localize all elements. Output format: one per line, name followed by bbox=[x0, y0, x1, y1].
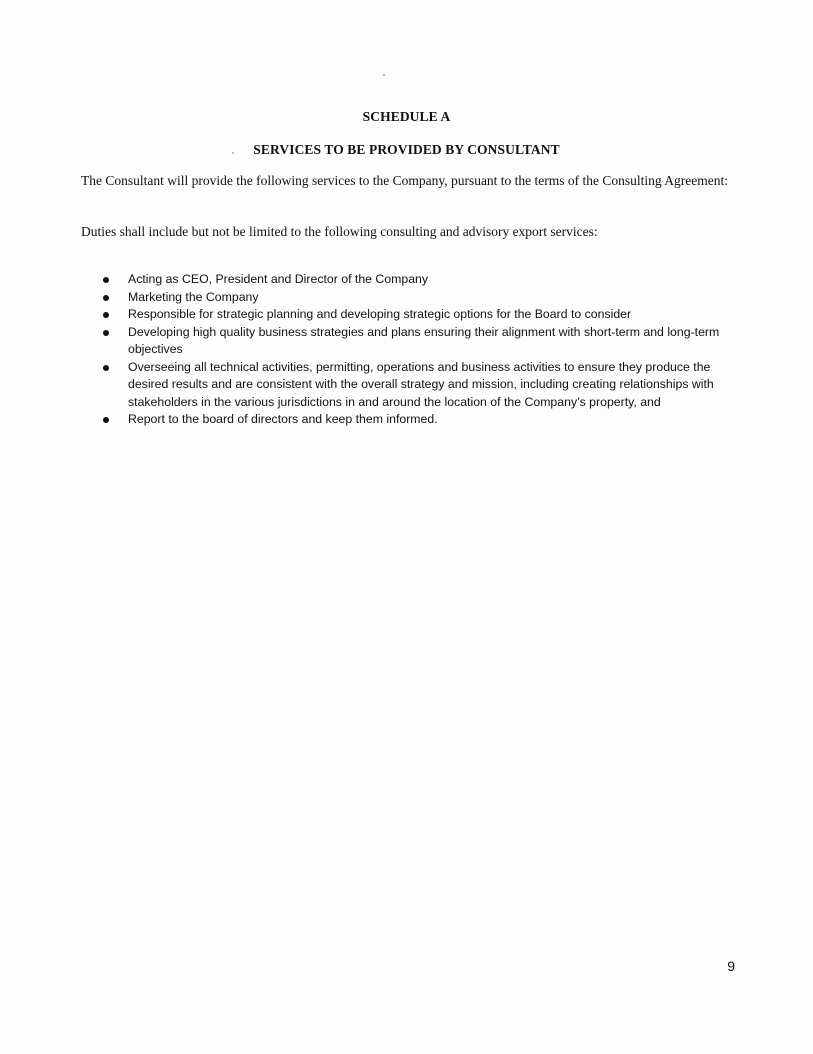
schedule-subtitle: SERVICES TO BE PROVIDED BY CONSULTANT bbox=[253, 142, 560, 157]
list-item-text: Developing high quality business strategies and plans ensuring their alignment with short-term and long-term objectives bbox=[128, 324, 720, 356]
list-item bbox=[100, 271, 740, 289]
list-item bbox=[100, 306, 740, 324]
scan-speck bbox=[383, 74, 385, 76]
page-number: 9 bbox=[727, 958, 735, 974]
bullet-icon bbox=[103, 277, 109, 283]
intro-paragraph: The Consultant will provide the following services to the Company, pursuant to the terms of the Consulting Agreement: bbox=[81, 173, 729, 188]
bullet-icon bbox=[103, 312, 109, 318]
list-item-text: Acting as CEO, President and Director of the Company bbox=[128, 272, 429, 286]
list-item-text: Report to the board of directors and keep them informed. bbox=[128, 412, 438, 426]
duties-paragraph: Duties shall include but not be limited to the following consulting and advisory export services: bbox=[81, 224, 598, 239]
bullet-icon bbox=[103, 365, 109, 371]
list-item-text: Marketing the Company bbox=[128, 289, 259, 304]
bullet-icon bbox=[103, 330, 109, 336]
schedule-title: SCHEDULE A bbox=[362, 109, 451, 124]
services-list bbox=[100, 271, 740, 429]
list-item bbox=[100, 289, 740, 307]
list-item bbox=[100, 324, 740, 359]
list-item-text: Overseeing all technical activities, permitting, operations and business activities to ensure they produce the desired results and are consistent with the overall strategy and mission, including creating relationships with stakeholders in the various jurisdictions in and around the location of the Company’s property, and bbox=[128, 359, 714, 409]
bullet-icon bbox=[103, 417, 109, 423]
list-item bbox=[100, 411, 740, 429]
list-item bbox=[100, 359, 740, 412]
list-item-text: Responsible for strategic planning and developing strategic options for the Board to consider bbox=[128, 307, 632, 321]
bullet-icon bbox=[103, 295, 109, 301]
